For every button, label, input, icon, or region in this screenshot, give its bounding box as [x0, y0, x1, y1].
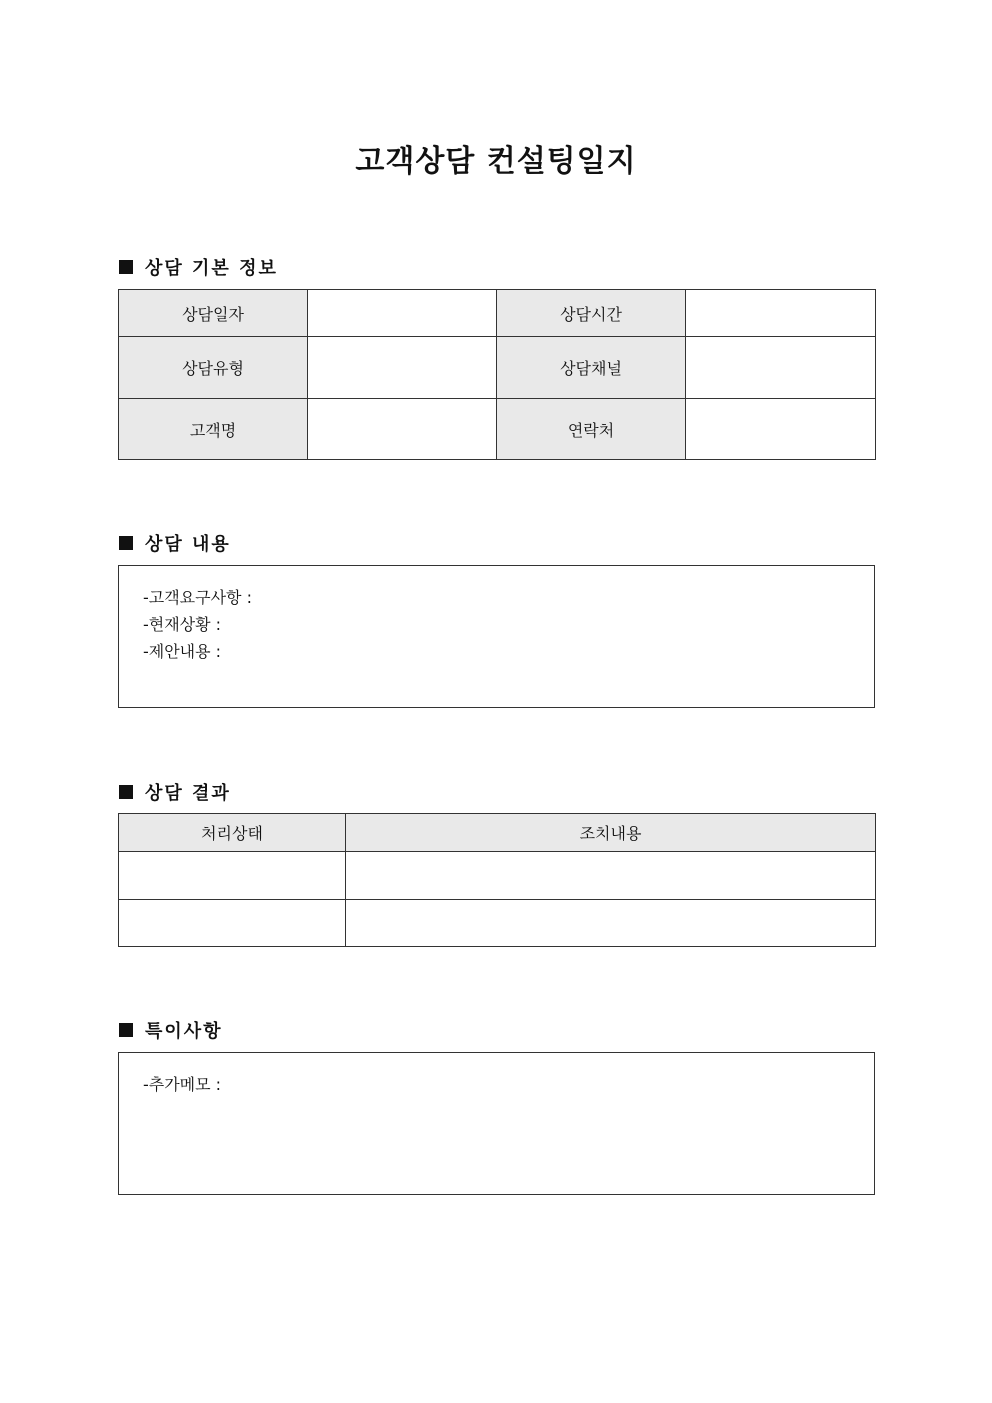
customer-name-field[interactable] — [308, 399, 497, 460]
square-bullet-icon — [119, 536, 133, 550]
label-customer-name: 고객명 — [119, 399, 308, 460]
status-field[interactable] — [119, 900, 346, 947]
section-heading-notes — [119, 1017, 223, 1043]
consult-time-field[interactable] — [686, 290, 876, 337]
action-field[interactable] — [346, 900, 876, 947]
table-row — [119, 900, 876, 947]
label-consult-date: 상담일자 — [119, 290, 308, 337]
consult-content-box[interactable] — [118, 565, 875, 708]
section-heading-label: 상담 내용 — [145, 534, 231, 555]
content-line-customer-needs: -고객요구사항 : — [143, 588, 252, 607]
table-row — [119, 290, 876, 337]
table-header-row — [119, 814, 876, 852]
page-title: 고객상담 컨설팅일지 — [355, 144, 637, 179]
square-bullet-icon — [119, 1023, 133, 1037]
table-row — [119, 399, 876, 460]
consult-date-field[interactable] — [308, 290, 497, 337]
section-heading-basic-info — [119, 254, 278, 280]
consult-type-field[interactable] — [308, 337, 497, 399]
consult-channel-field[interactable] — [686, 337, 876, 399]
label-consult-type: 상담유형 — [119, 337, 308, 399]
column-header-status: 처리상태 — [119, 814, 346, 852]
table-row — [119, 852, 876, 900]
square-bullet-icon — [119, 260, 133, 274]
label-consult-time: 상담시간 — [497, 290, 686, 337]
section-heading-label: 특이사항 — [145, 1021, 223, 1042]
section-heading-result — [119, 779, 231, 805]
notes-box[interactable] — [118, 1052, 875, 1195]
table-row — [119, 337, 876, 399]
notes-line-additional-memo: -추가메모 : — [143, 1075, 222, 1094]
action-field[interactable] — [346, 852, 876, 900]
result-table — [118, 813, 876, 947]
contact-field[interactable] — [686, 399, 876, 460]
section-heading-label: 상담 결과 — [145, 783, 231, 804]
content-line-proposal: -제안내용 : — [143, 642, 222, 661]
square-bullet-icon — [119, 785, 133, 799]
label-consult-channel: 상담채널 — [497, 337, 686, 399]
column-header-action: 조치내용 — [346, 814, 876, 852]
status-field[interactable] — [119, 852, 346, 900]
label-contact: 연락처 — [497, 399, 686, 460]
content-line-current-status: -현재상황 : — [143, 615, 222, 634]
basic-info-table — [118, 289, 876, 460]
section-heading-label: 상담 기본 정보 — [145, 258, 278, 279]
section-heading-content — [119, 530, 231, 556]
